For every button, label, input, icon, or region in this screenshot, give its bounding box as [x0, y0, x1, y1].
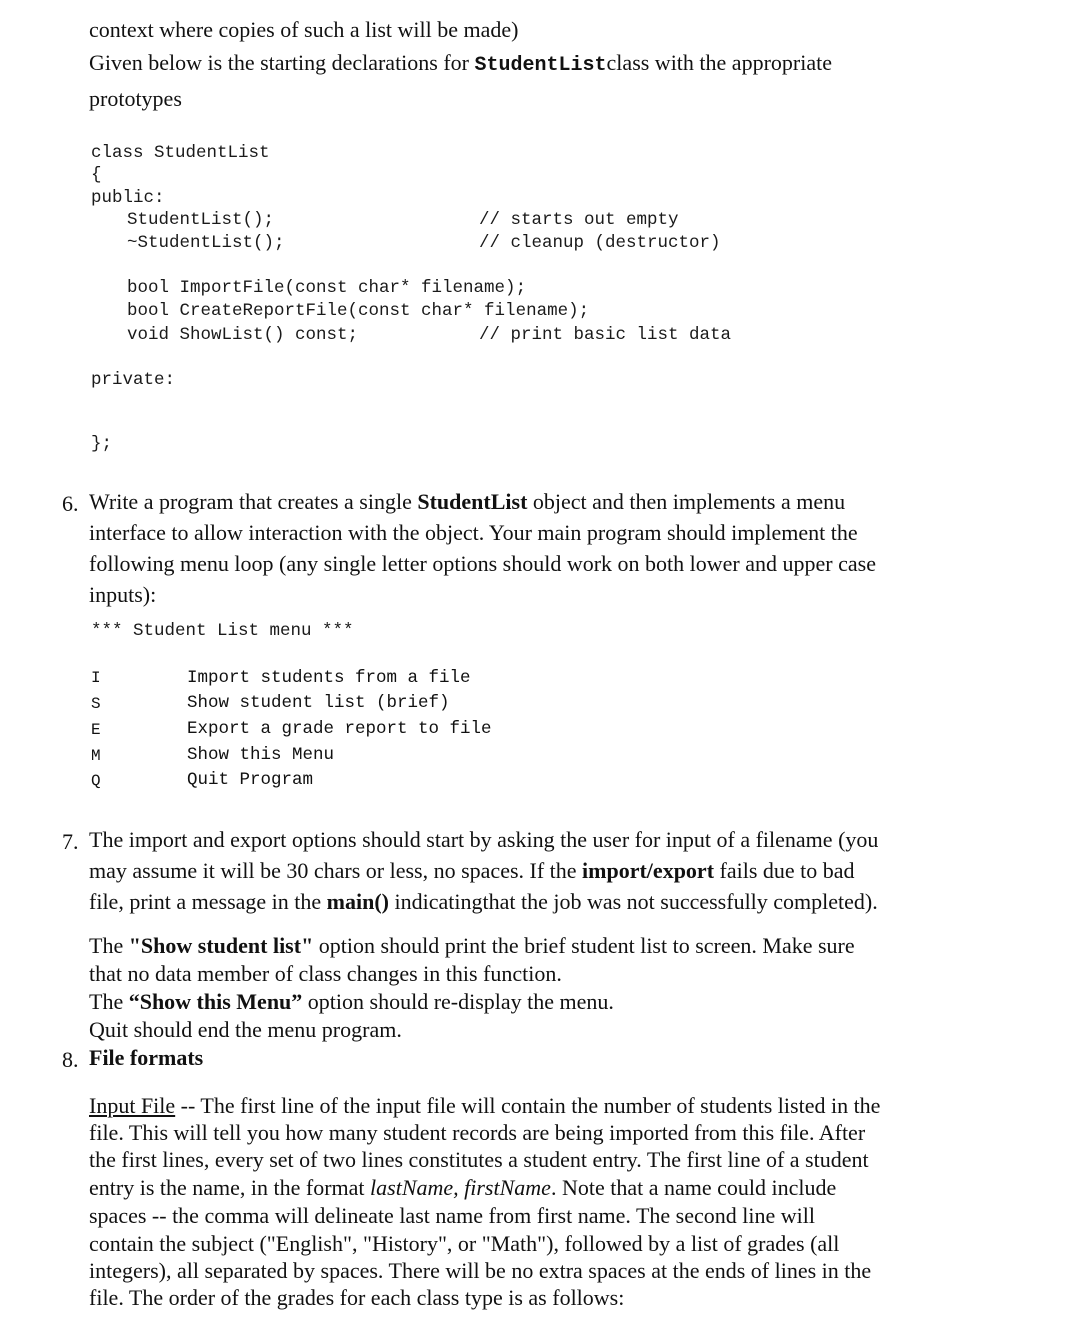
item-number: 6. [62, 491, 79, 516]
item7-text: may assume it will be 30 chars or less, no spaces. If the [89, 858, 583, 883]
intro-line-1: context where copies of such a list will be made) [89, 17, 519, 42]
item7-para2-line-4: Quit should end the menu program. [89, 1017, 402, 1042]
item7-text: option should print the brief student list to screen. Make sure [313, 933, 855, 958]
menu-key: I [91, 669, 101, 687]
item8-text: entry is the name, in the format [89, 1175, 371, 1200]
item8-text: . Note that a name could include [550, 1175, 837, 1200]
intro-line-2 [89, 52, 832, 76]
item7-line-3 [89, 891, 878, 913]
item7-text: indicatingthat the job was not successfully completed). [388, 889, 878, 914]
code-line: void ShowList() const; [127, 325, 359, 345]
code-line: bool ImportFile(const char* filename); [127, 278, 527, 298]
menu-key: S [91, 695, 101, 713]
intro-line-3: prototypes [89, 86, 182, 111]
item-number: 7. [62, 829, 79, 854]
menu-label: Import students from a file [187, 668, 471, 688]
menu-label: Show this Menu [187, 745, 335, 765]
class-name-code: StudentList [474, 54, 607, 77]
item6-text: object and then implements a menu [527, 489, 846, 514]
item7-bold: "Show student list" [128, 933, 314, 958]
item7-text: file, print a message in the [89, 889, 327, 914]
item6-line-1 [89, 491, 845, 513]
input-file-label: Input File [89, 1093, 176, 1118]
code-comment: // print basic list data [479, 325, 732, 345]
code-line: }; [91, 434, 113, 454]
item8-line-3: the first lines, every set of two lines constitutes a student entry. The first line of a student [89, 1147, 869, 1172]
item6-line-3: following menu loop (any single letter options should work on both lower and upper case [89, 551, 876, 576]
item8-line-8: file. The order of the grades for each class type is as follows: [89, 1285, 625, 1310]
code-line: ~StudentList(); [127, 233, 285, 253]
menu-label: Quit Program [187, 770, 314, 790]
item8-text: -- The first line of the input file will contain the number of students listed in the [175, 1093, 881, 1118]
item7-bold: import/export [582, 858, 715, 883]
item6-bold: StudentList [417, 489, 528, 514]
item8-line-2: file. This will tell you how many student records are being imported from this file. After [89, 1120, 866, 1145]
item7-bold: “Show this Menu” [128, 989, 303, 1014]
item-number: 8. [62, 1047, 79, 1072]
menu-key: Q [91, 772, 101, 790]
item7-para2-line-3 [89, 991, 614, 1013]
item6-line-2: interface to allow interaction with the object. Your main program should implement the [89, 520, 858, 545]
menu-key: E [91, 721, 101, 739]
item8-title: File formats [89, 1045, 204, 1070]
code-line: { [91, 165, 102, 185]
item7-text: option should re-display the menu. [302, 989, 614, 1014]
code-comment: // starts out empty [479, 210, 679, 230]
menu-label: Show student list (brief) [187, 693, 450, 713]
item8-line-5: spaces -- the comma will delineate last name from first name. The second line will [89, 1203, 815, 1228]
item7-bold: main() [326, 889, 389, 914]
code-line: StudentList(); [127, 210, 275, 230]
item6-line-4: inputs): [89, 582, 157, 607]
menu-label: Export a grade report to file [187, 719, 492, 739]
menu-key: M [91, 747, 101, 765]
item8-line-4 [89, 1177, 836, 1199]
item6-text: Write a program that creates a single [89, 489, 418, 514]
item8-line-7: integers), all separated by spaces. There will be no extra spaces at the ends of lines in the [89, 1258, 872, 1283]
code-line: bool CreateReportFile(const char* filename); [127, 301, 590, 321]
item8-italic: lastName, firstName [370, 1175, 551, 1200]
code-line: class StudentList [91, 143, 270, 163]
menu-title: *** Student List menu *** [91, 621, 354, 641]
code-comment: // cleanup (destructor) [479, 233, 721, 253]
intro-text: Given below is the starting declarations for [89, 50, 475, 75]
item7-line-1: The import and export options should start by asking the user for input of a filename (you [89, 827, 879, 852]
item7-text: The [89, 933, 129, 958]
item7-line-2 [89, 860, 855, 882]
item7-para2-line-1 [89, 935, 855, 957]
item7-para2-line-2: that no data member of class changes in this function. [89, 961, 562, 986]
item7-text: The [89, 989, 129, 1014]
code-line: private: [91, 370, 176, 390]
code-line: public: [91, 188, 165, 208]
item8-line-6: contain the subject ("English", "History", or "Math"), followed by a list of grades (all [89, 1231, 840, 1256]
item7-text: fails due to bad [714, 858, 855, 883]
intro-text: class with the appropriate [606, 50, 832, 75]
item8-line-1 [89, 1095, 880, 1117]
